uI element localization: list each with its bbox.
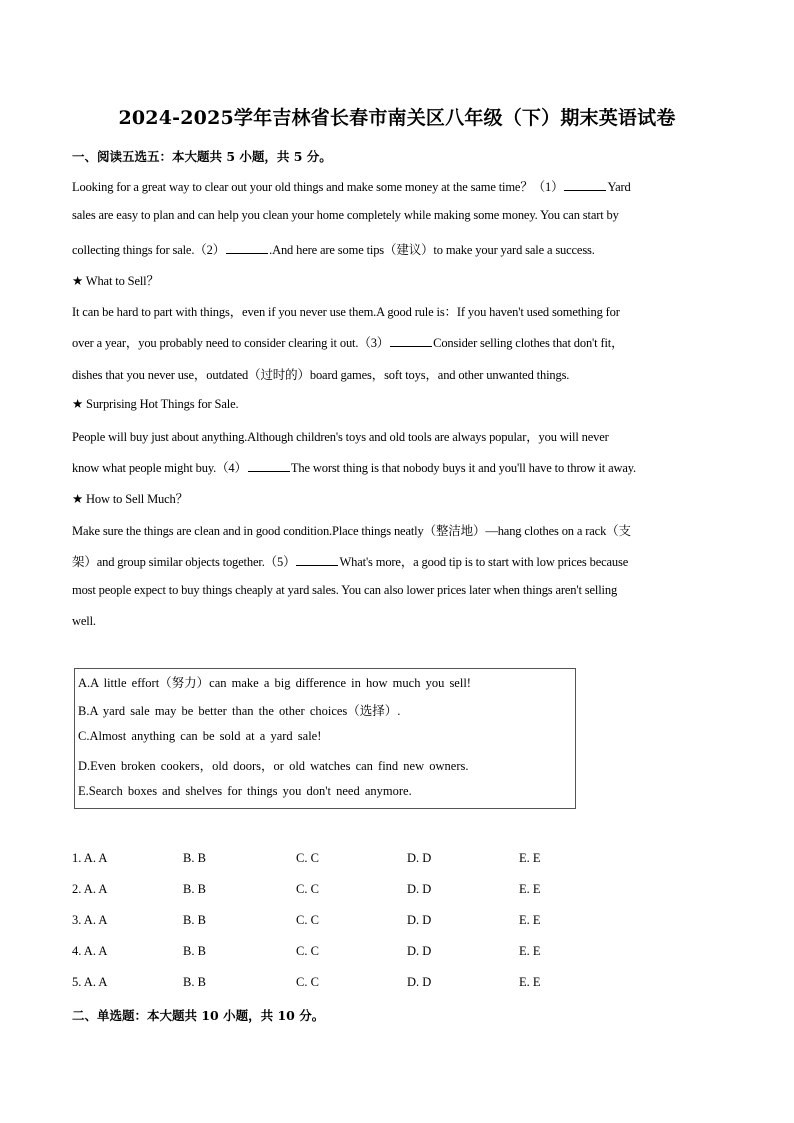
choice-c[interactable]: C. C bbox=[296, 882, 319, 896]
question-4-choices bbox=[72, 944, 722, 962]
choice-e[interactable]: E. E bbox=[519, 882, 541, 896]
passage-line: dishes that you never use，outdated（过时的）board games，soft toys，and other unwanted things. bbox=[72, 368, 570, 382]
choice-b[interactable]: B. B bbox=[183, 913, 206, 927]
option-d: D.Even broken cookers，old doors，or old watches can find new owners. bbox=[78, 759, 469, 773]
choice-b[interactable]: B. B bbox=[183, 944, 206, 958]
passage-subheading: ★ What to Sell？ bbox=[72, 274, 159, 288]
passage-subheading: ★ Surprising Hot Things for Sale. bbox=[72, 397, 239, 411]
section-1-heading: 一、阅读五选五：本大题共 5 小题，共 5 分。 bbox=[72, 149, 332, 164]
passage-line: know what people might buy.（4） The worst thing is that nobody buys it and you'll have to throw it away. bbox=[72, 461, 636, 475]
choice-a[interactable]: 4. A. A bbox=[72, 944, 108, 958]
choice-c[interactable]: C. C bbox=[296, 944, 319, 958]
choice-e[interactable]: E. E bbox=[519, 975, 541, 989]
choice-d[interactable]: D. D bbox=[407, 882, 432, 896]
choice-b[interactable]: B. B bbox=[183, 975, 206, 989]
options-box bbox=[74, 668, 576, 809]
section-2-heading: 二、单选题：本大题共 10 小题，共 10 分。 bbox=[72, 1008, 325, 1023]
choice-d[interactable]: D. D bbox=[407, 975, 432, 989]
choice-d[interactable]: D. D bbox=[407, 944, 432, 958]
passage-line: Looking for a great way to clear out your old things and make some money at the same time？（1） Yard bbox=[72, 180, 631, 194]
question-5-choices bbox=[72, 975, 722, 993]
exam-title: 2024-2025学年吉林省长春市南关区八年级（下）期末英语试卷 bbox=[118, 107, 676, 129]
passage-line: collecting things for sale.（2） .And here are some tips（建议）to make your yard sale a success. bbox=[72, 243, 595, 257]
question-1-choices bbox=[72, 851, 722, 869]
answer-blank-5 bbox=[296, 554, 338, 566]
choice-d[interactable]: D. D bbox=[407, 851, 432, 865]
option-c: C.Almost anything can be sold at a yard sale! bbox=[78, 729, 322, 743]
option-e: E.Search boxes and shelves for things you don't need anymore. bbox=[78, 784, 412, 798]
option-a: A.A little effort（努力）can make a big difference in how much you sell! bbox=[78, 676, 471, 690]
answer-blank-1 bbox=[564, 179, 606, 191]
passage-line: People will buy just about anything.Although children's toys and old tools are always popular，you will never bbox=[72, 430, 609, 444]
choice-c[interactable]: C. C bbox=[296, 851, 319, 865]
passage-line: 架）and group similar objects together.（5） What's more，a good tip is to start with low prices because bbox=[72, 555, 629, 569]
choice-c[interactable]: C. C bbox=[296, 913, 319, 927]
choice-a[interactable]: 2. A. A bbox=[72, 882, 108, 896]
choice-b[interactable]: B. B bbox=[183, 882, 206, 896]
choice-e[interactable]: E. E bbox=[519, 913, 541, 927]
passage-subheading: ★ How to Sell Much？ bbox=[72, 492, 188, 506]
question-3-choices bbox=[72, 913, 722, 931]
passage-line: well. bbox=[72, 614, 96, 628]
choice-d[interactable]: D. D bbox=[407, 913, 432, 927]
answer-blank-3 bbox=[390, 335, 432, 347]
passage-line: sales are easy to plan and can help you clean your home completely while making some money. You can start by bbox=[72, 208, 619, 222]
passage-line: Make sure the things are clean and in good condition.Place things neatly（整洁地）—hang clothes on a rack（支 bbox=[72, 524, 631, 538]
choice-e[interactable]: E. E bbox=[519, 944, 541, 958]
choice-e[interactable]: E. E bbox=[519, 851, 541, 865]
passage-line: most people expect to buy things cheaply at yard sales. You can also lower prices later when things aren't selling bbox=[72, 583, 618, 597]
answer-blank-2 bbox=[226, 242, 268, 254]
passage-line: It can be hard to part with things，even if you never use them.A good rule is：If you haven't used something for bbox=[72, 305, 620, 319]
choice-a[interactable]: 3. A. A bbox=[72, 913, 108, 927]
question-2-choices bbox=[72, 882, 722, 900]
choice-c[interactable]: C. C bbox=[296, 975, 319, 989]
option-b: B.A yard sale may be better than the other choices（选择）. bbox=[78, 704, 401, 718]
answer-blank-4 bbox=[248, 460, 290, 472]
passage-line: over a year，you probably need to consider clearing it out.（3） Consider selling clothes that don't fit， bbox=[72, 336, 624, 350]
choice-a[interactable]: 1. A. A bbox=[72, 851, 108, 865]
choice-b[interactable]: B. B bbox=[183, 851, 206, 865]
choice-a[interactable]: 5. A. A bbox=[72, 975, 108, 989]
